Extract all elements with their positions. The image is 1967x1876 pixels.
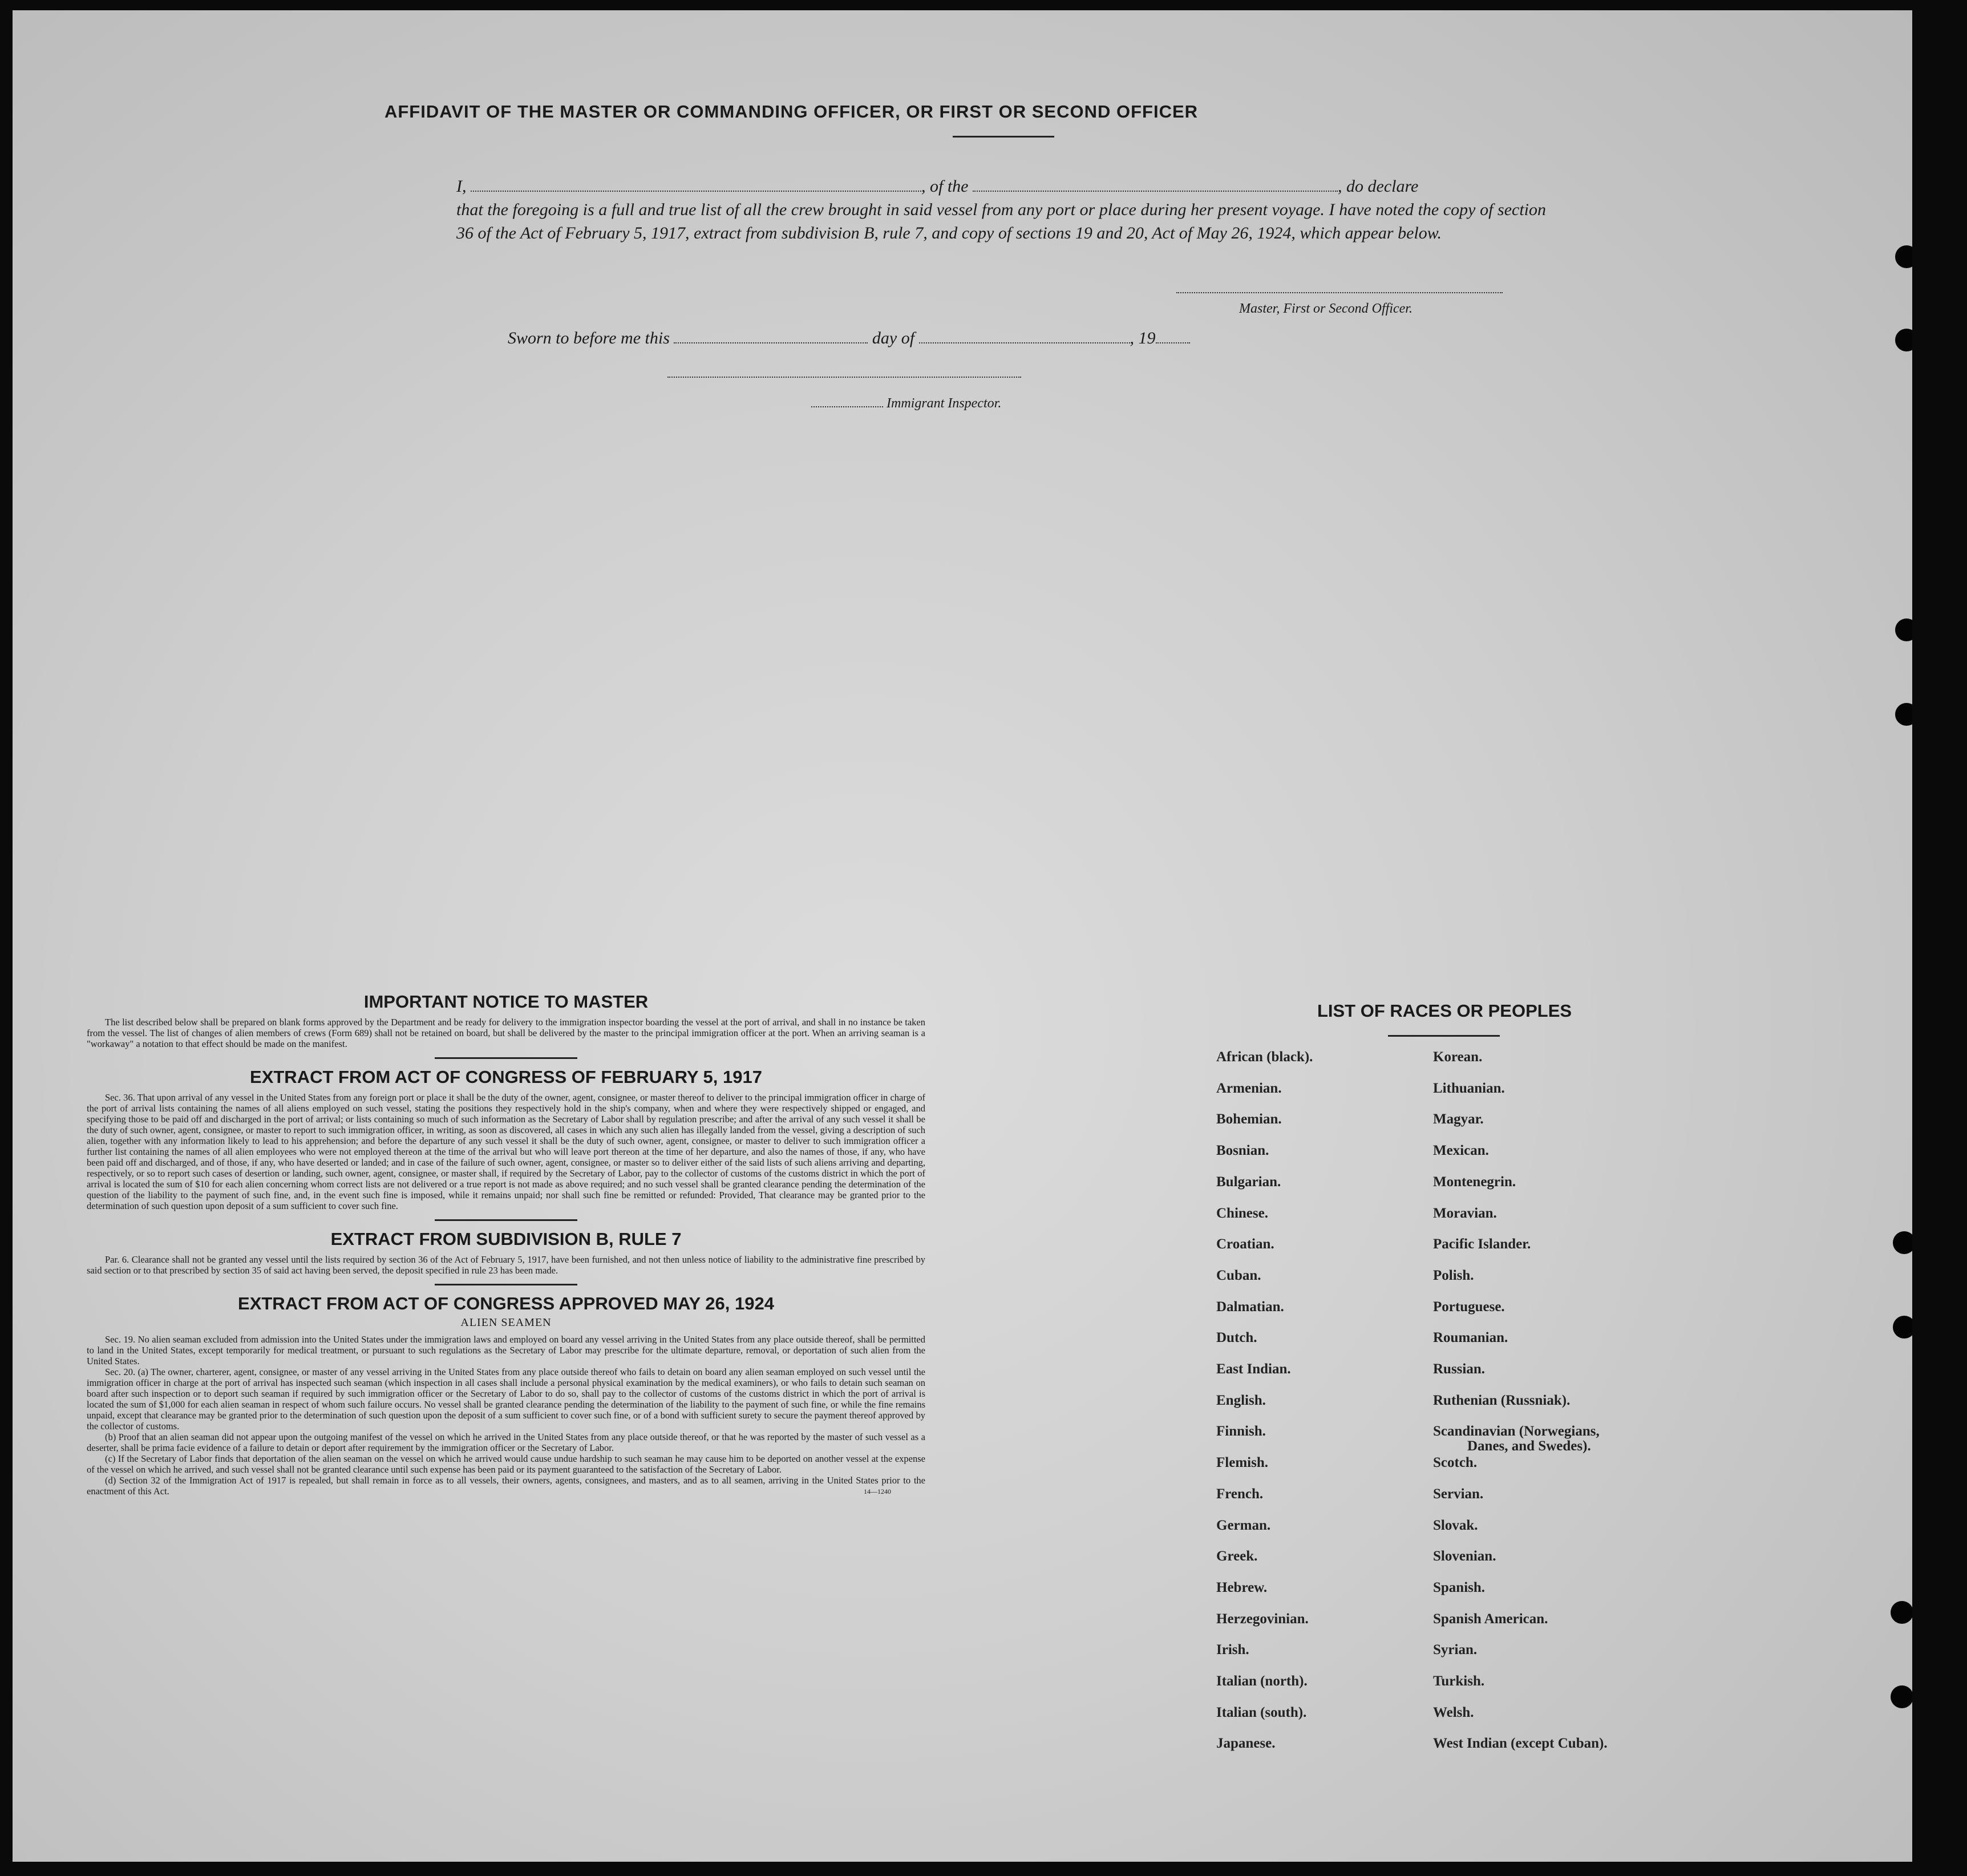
race-item: Italian (north). xyxy=(1216,1673,1308,1689)
notice-title: IMPORTANT NOTICE TO MASTER xyxy=(363,992,649,1012)
affidavit-body xyxy=(456,175,1546,245)
race-item: Mexican. xyxy=(1433,1143,1489,1159)
race-item: Portuguese. xyxy=(1433,1299,1505,1315)
race-item: African (black). xyxy=(1216,1049,1313,1065)
race-item: Welsh. xyxy=(1433,1704,1474,1720)
sec20a-body: Sec. 20. (a) The owner, charterer, agent, consignee, or master of any vessel arriving in the United States from any place outside thereof who fails to detain on board any alien seaman employed on such vessel until the immigration officer in charge at the port of arrival has inspected such seaman (which inspection in all cases shall include a personal physical examination by the medical examiners), or who fails to detain such seaman on board after such inspection or to deport such seaman if required by such immigration officer or the Secretary of Labor to do so, shall pay to the collector of customs of the customs district in which the port of arrival is located the sum of $1,000 for each alien seaman in respect of whom such failure occurs. No vessel shall be granted clearance pending the determination of the liability to the payment of such fine, or while the fine remains unpaid, except that clearance may be granted prior to the determination of such question upon the deposit of a sum sufficient to cover such fine, or of a bond with sufficient surety to secure the payment thereof approved by the collector of customs. xyxy=(87,1366,925,1432)
race-item: Italian (south). xyxy=(1216,1704,1307,1720)
race-item: Dutch. xyxy=(1216,1330,1257,1346)
race-item: Lithuanian. xyxy=(1433,1080,1505,1096)
race-item: Moravian. xyxy=(1433,1205,1497,1221)
sec19-body: Sec. 19. No alien seaman excluded from admission into the United States under the immigration laws and employed on board any vessel arriving in the United States from any place outside thereof, shall be permitted to land in the United States, except temporarily for medical treatment, or pursuant to such regulations as the Secretary of Labor may prescribe for the ultimate departure, removal, or deportation of such alien from the United States. xyxy=(87,1334,925,1366)
race-item: Japanese. xyxy=(1216,1736,1276,1752)
divider xyxy=(435,1284,577,1285)
affidavit-declaration: that the foregoing is a full and true list of all the crew brought in said vessel from any port or place during her present voyage. I have noted the copy of section 36 of the Act of February 5, 1917, extract from subdivision B, rule 7, and copy of sections 19 and 20, Act of May 26, 1924, which appear below. xyxy=(456,200,1546,242)
race-item: Armenian. xyxy=(1216,1080,1282,1096)
affidavit-line1-mid: , of the xyxy=(921,177,969,196)
binder-hole xyxy=(1891,1685,1912,1708)
affidavit-line1-suffix: , do declare xyxy=(1338,177,1419,196)
race-item: Flemish. xyxy=(1216,1455,1268,1471)
race-item: Herzegovinian. xyxy=(1216,1611,1309,1627)
race-item: Scandinavian (Norwegians, xyxy=(1433,1424,1600,1440)
race-item: Servian. xyxy=(1433,1486,1484,1502)
race-item: Slovak. xyxy=(1433,1517,1478,1533)
document-page xyxy=(13,10,1912,1862)
race-item: Irish. xyxy=(1216,1642,1249,1658)
races-title: LIST OF RACES OR PEOPLES xyxy=(1317,1001,1572,1021)
race-item: French. xyxy=(1216,1486,1264,1502)
race-item: Polish. xyxy=(1433,1267,1474,1283)
inspector-signature-line xyxy=(667,377,1021,378)
races-title-rule xyxy=(1388,1035,1500,1037)
binder-hole xyxy=(1893,1231,1912,1254)
divider xyxy=(435,1219,577,1221)
inspector-prefix-dots xyxy=(811,406,883,407)
binder-hole xyxy=(1895,703,1912,726)
affidavit-title: AFFIDAVIT OF THE MASTER OR COMMANDING OFFICER, OR FIRST OR SECOND OFFICER xyxy=(384,102,1199,122)
race-item: Greek. xyxy=(1216,1548,1258,1564)
race-item: Spanish American. xyxy=(1433,1611,1548,1627)
extract-rule7-body: Par. 6. Clearance shall not be granted any vessel until the lists required by section 36 of the Act of February 5, 1917, have been furnished, and not then unless notice of liability to the administrative fine prescribed by said section or to that prescribed by section 35 of said act having been served, the deposit specified in rule 23 has been made. xyxy=(87,1254,925,1276)
sec20c-body: (c) If the Secretary of Labor finds that deportation of the alien seaman on the vessel on which he arrived would cause undue hardship to such seaman he may cause him to be deported on another vessel at the expense of the vessel on which he arrived, and such vessel shall not be granted clearance until such expense has been paid or its payment guaranteed to the satisfaction of the Secretary of Labor. xyxy=(87,1453,925,1475)
inspector-label-wrap xyxy=(811,396,1001,411)
legal-extracts xyxy=(87,992,925,1496)
race-item: Chinese. xyxy=(1216,1205,1268,1221)
binder-hole xyxy=(1895,618,1912,641)
race-item: Bohemian. xyxy=(1216,1111,1282,1127)
affidavit-line1-prefix: I, xyxy=(456,177,467,196)
race-item: German. xyxy=(1216,1517,1271,1533)
sworn-line xyxy=(508,329,1190,348)
inspector-label: Immigrant Inspector. xyxy=(887,396,1002,411)
race-item: Korean. xyxy=(1433,1049,1483,1065)
race-item: Hebrew. xyxy=(1216,1579,1268,1595)
sworn-year-label: , 19 xyxy=(1130,329,1156,347)
race-item: Finnish. xyxy=(1216,1424,1266,1440)
binder-hole xyxy=(1895,245,1912,268)
name-blank xyxy=(471,191,921,192)
alien-seamen-subtitle: ALIEN SEAMEN xyxy=(460,1316,552,1329)
notice-body: The list described below shall be prepared on blank forms approved by the Department and be ready for delivery to the immigration inspector boarding the vessel at the port of arrival, and shall in no instance be taken from the vessel. The list of changes of alien members of crews (Form 689) shall not be retained on board, but shall be delivered by the master to the principal immigration officer at the port. When an arriving seaman is a "workaway" a notation to that effect should be made on the manifest. xyxy=(87,1017,925,1049)
extract-1924-title: EXTRACT FROM ACT OF CONGRESS APPROVED MAY 26, 1924 xyxy=(238,1293,774,1313)
race-item: Pacific Islander. xyxy=(1433,1236,1531,1252)
binder-hole xyxy=(1893,1316,1912,1339)
sworn-prefix: Sworn to before me this xyxy=(508,329,670,347)
race-item: Montenegrin. xyxy=(1433,1174,1516,1190)
binder-hole xyxy=(1895,329,1912,351)
signature-line xyxy=(1176,292,1503,293)
extract-rule7-title: EXTRACT FROM SUBDIVISION B, RULE 7 xyxy=(330,1229,682,1249)
race-item: Cuban. xyxy=(1216,1267,1261,1283)
race-item: Croatian. xyxy=(1216,1236,1274,1252)
signature-label: Master, First or Second Officer. xyxy=(1239,301,1412,316)
affidavit-title-rule xyxy=(953,136,1054,138)
sec20d-body: (d) Section 32 of the Immigration Act of 1917 is repealed, but shall remain in force as to all vessels, their owners, agents, consignees, and masters, and as to all seamen, arriving in the United States prior to the enactment of this Act. xyxy=(87,1475,925,1497)
vessel-blank xyxy=(973,191,1338,192)
race-item: East Indian. xyxy=(1216,1361,1291,1377)
sworn-day-label: day of xyxy=(872,329,915,347)
extract-1917-title: EXTRACT FROM ACT OF CONGRESS OF FEBRUARY 5, 1917 xyxy=(250,1067,762,1087)
sworn-year-blank xyxy=(1156,342,1190,343)
sec20b-body: (b) Proof that an alien seaman did not appear upon the outgoing manifest of the vessel on which he arrived in the United States from any place outside thereof, or that he was reported by the master of such vessel as a deserter, shall be prima facie evidence of a failure to detain or deport after requirement by the immigration officer or the Secretary of Labor. xyxy=(87,1432,925,1453)
race-item-continuation: Danes, and Swedes). xyxy=(1467,1438,1591,1454)
race-item: English. xyxy=(1216,1392,1266,1408)
race-item: Turkish. xyxy=(1433,1673,1485,1689)
extract-1917-body: Sec. 36. That upon arrival of any vessel in the United States from any foreign port or place it shall be the duty of the owner, agent, consignee, or master thereof to deliver to the principal immigration officer in charge of the port of arrival lists containing the names of all aliens employed on such vessel, stating the positions they respectively hold in the ship's company, when and where they were respectively shipped or engaged, and specifying those to be paid off and discharged in the port of arrival; or lists containing so much of such information as the Secretary of Labor shall by regulation prescribe; and after the arrival of any such vessel it shall be the duty of such owner, agent, consignee, or master to report to such immigration officer, in writing, as soon as discovered, all cases in which any such alien has illegally landed from the vessel, giving a description of such alien, together with any information likely to lead to his apprehension; and before the departure of any such vessel it shall be the duty of such owner, agent, consignee, or master to deliver to such immigration officer a further list containing the names of all alien employees who were not employed thereon at the time of the arrival but who will leave port thereon at the time of her departure, and also the names of those, if any, who have been paid off and discharged, and of those, if any, who have deserted or landed; and in case of the failure of such owner, agent, consignee, or master so to deliver either of the said lists of such aliens arriving and departing, respectively, or so to report such cases of desertion or landing, such owner, agent, consignee, or master shall, if required by the Secretary of Labor, pay to the collector of customs of the customs district in which the port of arrival is located the sum of $10 for each alien concerning whom correct lists are not delivered or a true report is not made as above required; and no such vessel shall be granted clearance pending the determination of the question of the liability to the payment of such fine, and, in the event such fine is imposed, while it remains unpaid; nor shall such fine be remitted or refunded: Provided, That clearance may be granted prior to the determination of such question upon deposit of a sum sufficient to cover such fine. xyxy=(87,1092,925,1211)
form-number: 14—1240 xyxy=(864,1487,891,1495)
race-item: Ruthenian (Russniak). xyxy=(1433,1392,1571,1408)
race-item: Scotch. xyxy=(1433,1455,1478,1471)
binder-hole xyxy=(1891,1601,1912,1624)
race-item: Roumanian. xyxy=(1433,1330,1508,1346)
race-item: Dalmatian. xyxy=(1216,1299,1284,1315)
sworn-day-blank xyxy=(674,342,868,343)
divider xyxy=(435,1057,577,1059)
race-item: Magyar. xyxy=(1433,1111,1484,1127)
race-item: Syrian. xyxy=(1433,1642,1478,1658)
race-item: Bulgarian. xyxy=(1216,1174,1281,1190)
race-item: West Indian (except Cuban). xyxy=(1433,1736,1608,1752)
race-item: Spanish. xyxy=(1433,1579,1486,1595)
race-item: Russian. xyxy=(1433,1361,1486,1377)
race-item: Slovenian. xyxy=(1433,1548,1496,1564)
sworn-month-blank xyxy=(919,342,1130,343)
race-item: Bosnian. xyxy=(1216,1143,1269,1159)
